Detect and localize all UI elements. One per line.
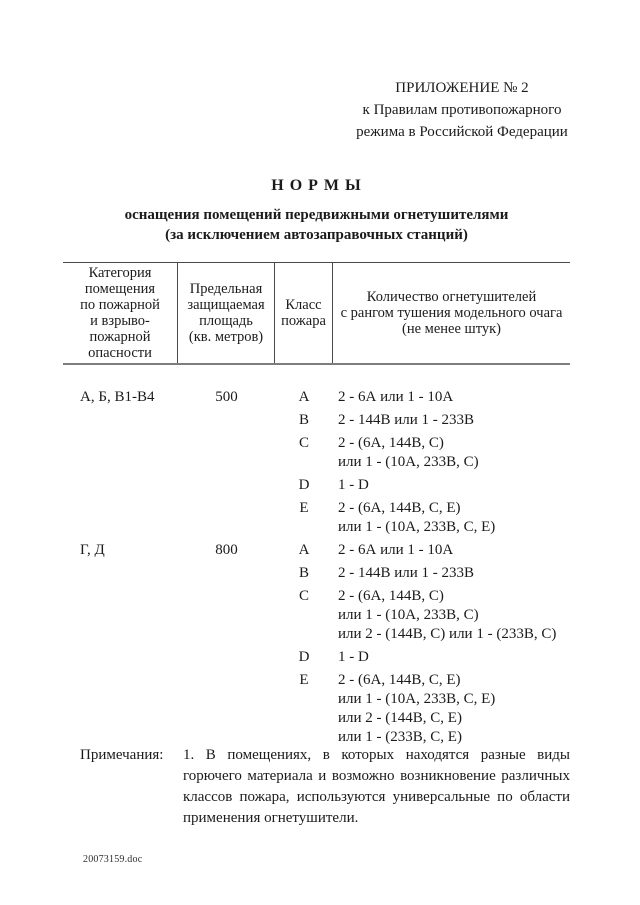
quantity-line: 2 - (6А, 144В, С) <box>338 435 444 451</box>
table-row <box>63 434 570 472</box>
quantity-cell <box>333 587 570 644</box>
header-line: (не менее штук) <box>402 321 501 337</box>
category-cell: Г, Д <box>80 542 105 558</box>
category-cell <box>63 434 178 472</box>
quantity-line: или 2 - (144В, С, Е) <box>338 710 462 726</box>
category-cell <box>63 411 178 430</box>
quantity-cell <box>333 411 570 430</box>
category-cell <box>63 476 178 495</box>
note-line: горючего материала и возможно возникновение различных <box>183 768 570 784</box>
fire-class-cell: А <box>298 542 310 558</box>
header-line: (кв. метров) <box>188 329 264 345</box>
quantity-cell <box>333 388 570 407</box>
quantity-line: 2 - (6А, 144В, С, Е) <box>338 500 461 516</box>
area-cell <box>178 476 275 495</box>
appendix-line: к Правилам противопожарного <box>362 102 562 118</box>
header-line: с рангом тушения модельного очага <box>340 305 563 321</box>
quantity-cell <box>333 541 570 560</box>
table-row <box>63 388 570 407</box>
area-cell: 800 <box>215 542 238 558</box>
category-cell <box>63 648 178 667</box>
notes-section <box>80 745 570 829</box>
table-row <box>63 411 570 430</box>
quantity-cell <box>333 499 570 537</box>
header-line: Количество огнетушителей <box>366 289 537 305</box>
quantity-cell <box>333 671 570 747</box>
quantity-line: 2 - 6А или 1 - 10А <box>338 542 454 558</box>
category-cell: А, Б, В1-В4 <box>80 389 155 405</box>
quantity-line: или 2 - (144В, С) или 1 - (233В, С) <box>338 626 557 642</box>
document-filename: 20073159.doc <box>83 854 143 865</box>
fire-class-cell: С <box>298 435 309 451</box>
fire-class-cell: Е <box>299 500 309 516</box>
area-cell <box>178 587 275 644</box>
table-body <box>63 365 570 747</box>
quantity-line: 2 - (6А, 144В, С, Е) <box>338 672 461 688</box>
fire-class-cell: D <box>298 649 310 665</box>
area-cell: 500 <box>215 389 238 405</box>
fire-class-cell: D <box>298 477 310 493</box>
header-line: Категория <box>88 265 152 281</box>
quantity-cell <box>333 648 570 667</box>
subtitle-line: оснащения помещений передвижными огнетушителями <box>124 207 509 223</box>
header-line: опасности <box>88 345 152 361</box>
table-row <box>63 476 570 495</box>
table-row <box>63 564 570 583</box>
quantity-cell <box>333 564 570 583</box>
category-cell <box>63 564 178 583</box>
header-line: Класс <box>285 297 322 313</box>
table-row <box>63 587 570 644</box>
area-column-header <box>178 263 275 363</box>
area-cell <box>178 499 275 537</box>
category-cell <box>63 587 178 644</box>
note-line: применения огнетушители. <box>183 810 359 826</box>
table-row <box>63 671 570 747</box>
quantity-line: 1 - D <box>338 649 369 665</box>
subtitle-line: (за исключением автозаправочных станций) <box>165 227 468 243</box>
quantity-line: 2 - 6А или 1 - 10А <box>338 389 454 405</box>
quantity-line: или 1 - (10А, 233В, С, Е) <box>338 691 496 707</box>
quantity-cell <box>333 476 570 495</box>
header-line: защищаемая <box>187 297 265 313</box>
table-row <box>63 541 570 560</box>
quantity-line: 2 - (6А, 144В, С) <box>338 588 444 604</box>
area-cell <box>178 648 275 667</box>
fire-class-cell: А <box>298 389 310 405</box>
category-cell <box>63 499 178 537</box>
area-cell <box>178 434 275 472</box>
fire-class-cell: Е <box>299 672 309 688</box>
category-column-header <box>63 263 178 363</box>
header-line: и взрыво- <box>90 313 150 329</box>
header-line: пожарной <box>89 329 151 345</box>
appendix-line: режима в Российской Федерации <box>356 124 568 140</box>
quantity-line: 1 - D <box>338 477 369 493</box>
quantity-column-header <box>333 263 570 363</box>
table-row <box>63 648 570 667</box>
quantity-line: или 1 - (10А, 233В, С) <box>338 454 479 470</box>
table-row <box>63 499 570 537</box>
quantity-line: 2 - 144В или 1 - 233В <box>338 412 475 428</box>
appendix-line: ПРИЛОЖЕНИЕ № 2 <box>395 80 529 96</box>
table-header-row <box>63 262 570 365</box>
header-line: по пожарной <box>80 297 160 313</box>
notes-paragraph <box>183 745 570 829</box>
note-line: 1. В помещениях, в которых находятся разные виды <box>183 747 570 763</box>
document-subtitle <box>63 205 570 245</box>
header-line: площадь <box>199 313 253 329</box>
area-cell <box>178 564 275 583</box>
fire-class-column-header <box>275 263 333 363</box>
fire-class-cell: В <box>298 412 309 428</box>
area-cell <box>178 671 275 747</box>
quantity-line: или 1 - (10А, 233В, С) <box>338 607 479 623</box>
appendix-reference <box>348 77 576 143</box>
fire-class-cell: С <box>298 588 309 604</box>
category-cell <box>63 671 178 747</box>
note-line: классов пожара, используются универсальные по области <box>183 789 570 805</box>
norms-table <box>63 262 570 747</box>
header-line: помещения <box>84 281 156 297</box>
fire-class-cell: В <box>298 565 309 581</box>
notes-label: Примечания: <box>80 747 164 763</box>
document-title: Н О Р М Ы <box>271 177 362 194</box>
area-cell <box>178 411 275 430</box>
header-line: пожара <box>281 313 326 329</box>
header-line: Предельная <box>189 281 263 297</box>
quantity-line: 2 - 144В или 1 - 233В <box>338 565 475 581</box>
quantity-line: или 1 - (233В, С, Е) <box>338 729 462 745</box>
quantity-line: или 1 - (10А, 233В, С, Е) <box>338 519 496 535</box>
quantity-cell <box>333 434 570 472</box>
